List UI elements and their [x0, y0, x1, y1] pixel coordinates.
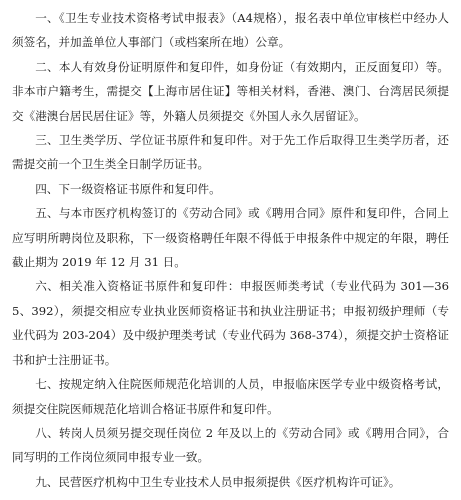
paragraph-item-8: 八、转岗人员须另提交现任岗位 2 年及以上的《劳动合同》或《聘用合同》，合同写明的工作岗位须同申报专业一致。 — [12, 425, 449, 465]
paragraph-item-7: 七、按规定纳入住院医师规范化培训的人员，申报临床医学专业中级资格考试，须提交住院医师规范化培训合格证书原件和复印件。 — [12, 377, 449, 416]
paragraph-item-1: 一、《卫生专业技术资格考试申报表》（A4规格），报名表中单位审核栏中经办人须签名，并加盖单位人事部门（或档案所在地）公章。 — [12, 11, 449, 50]
paragraph-item-4: 四、下一级资格证书原件和复印件。 — [35, 181, 221, 196]
paragraph-item-9: 九、民营医疗机构中卫生专业技术人员申报须提供《医疗机构许可证》。 — [35, 474, 401, 489]
paragraph-item-5: 五、与本市医疗机构签订的《劳动合同》或《聘用合同》原件和复印件，合同上应写明所聘岗位及职称，下一级资格聘任年限不得低于申报条件中规定的年限，聘任截止期为 2019 年 12 月 31 日。 — [12, 206, 449, 270]
paragraph-item-6: 六、相关准入资格证书原件和复印件：申报医师类考试（专业代码为 301—365、392），须提交相应专业执业医师资格证书和执业注册证书；申报初级护理师（专业代码为 203-204）及中级护理类考试（专业代码为 368-374），须提交护士资格证书和护士注册证书。 — [12, 279, 449, 367]
document-body — [12, 6, 449, 494]
paragraph-item-2: 二、本人有效身份证明原件和复印件，如身份证（有效期内，正反面复印）等。非本市户籍考生，需提交【上海市居住证】等相关材料，香港、澳门、台湾居民须提交《港澳台居民居住证》等，外籍人员须提交《外国人永久居留证》。 — [12, 59, 449, 123]
paragraph-item-3: 三、卫生类学历、学位证书原件和复印件。对于先工作后取得卫生类学历者，还需提交前一个卫生类全日制学历证书。 — [12, 133, 449, 172]
